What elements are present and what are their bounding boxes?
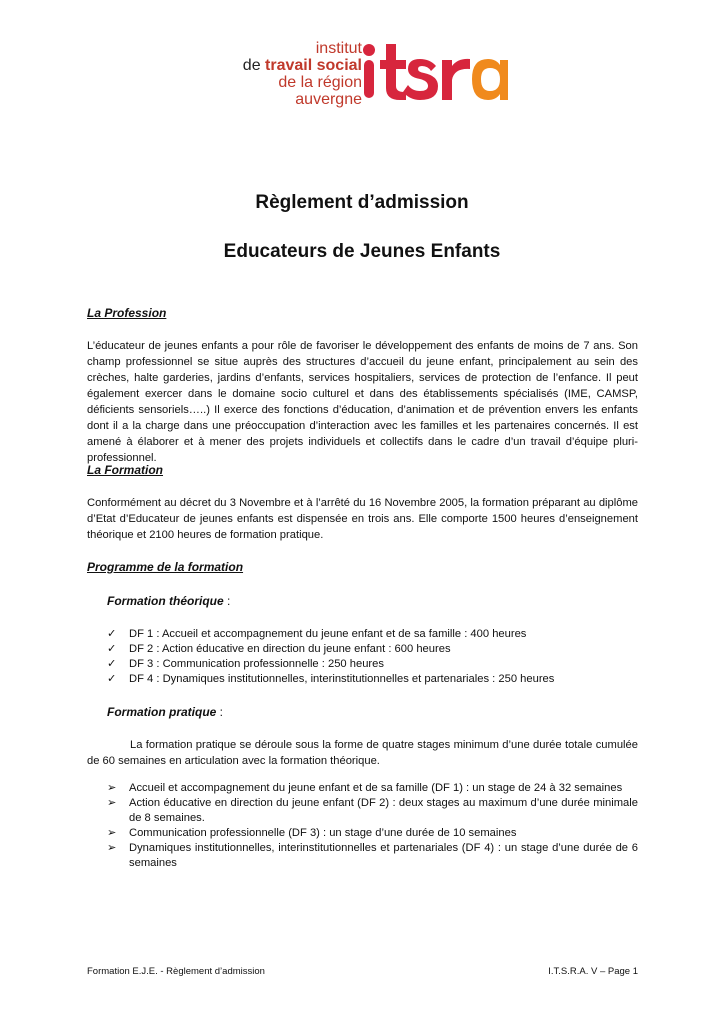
logo-text	[208, 40, 362, 108]
list-item-text: DF 3 : Communication professionnelle : 250 heures	[129, 658, 384, 670]
list-item	[107, 657, 638, 672]
checkmark-icon: ✓	[107, 658, 117, 670]
itsra-logo-mark-icon	[360, 36, 510, 108]
itsra-logo	[208, 40, 508, 124]
logo-line-3: de la région auvergne	[278, 74, 362, 108]
arrow-bullet-icon: ➢	[107, 782, 117, 794]
checkmark-icon: ✓	[107, 628, 117, 640]
logo-line-2	[208, 57, 362, 74]
subheading-pratique-label: Formation pratique	[107, 705, 217, 719]
arrow-bullet-icon: ➢	[107, 827, 117, 839]
document-title: Règlement d’admission	[255, 192, 469, 213]
document-subtitle: Educateurs de Jeunes Enfants	[223, 241, 501, 262]
profession-paragraph: L’éducateur de jeunes enfants a pour rôle de favoriser le développement des enfants de moins de 7 ans. Son champ professionnel se situe auprès des structures d’accueil du jeune enfant, principalement au sein des crèches, halte garderies, jardins d’enfants, services hospitaliers, services de protection de l’enfance. Il peut également exercer dans le domaine socio culturel et dans des établissements spécialisés (IME, CAMSP, déficients sensoriels…..) Il exerce des fonctions d’éducation, d’animation et de prévention envers les enfants dont il a la charge dans une préoccupation d’interaction avec les familles et les partenaires concernés. Il est amené à élaborer et à mener des projets individuels et collectifs dans le cadre d’un travail d’équipe pluri- professionnel.	[87, 340, 638, 464]
list-item-text: DF 4 : Dynamiques institutionnelles, interinstitutionnelles et partenariales : 250 heures	[129, 673, 555, 685]
section-heading-profession: La Profession	[87, 306, 167, 320]
subheading-theorique-suffix: :	[223, 594, 231, 608]
list-item-text: DF 2 : Action éducative en direction du jeune enfant : 600 heures	[129, 643, 451, 655]
list-item	[107, 841, 638, 871]
footer-page-number: I.T.S.R.A. V – Page 1	[548, 966, 638, 977]
formation-paragraph: Conformément au décret du 3 Novembre et à l’arrêté du 16 Novembre 2005, la formation préparant au diplôme d’Etat d’Educateur de jeunes enfants est dispensée en trois ans. Elle comporte 1500 heures d’enseignement théorique et 2100 heures de formation pratique.	[87, 497, 638, 541]
subheading-pratique-suffix: :	[216, 705, 224, 719]
logo-line-1: institut	[315, 40, 362, 57]
list-item-text: Dynamiques institutionnelles, interinstitutionnelles et partenariales (DF 4) : un stage d’une durée de 6 semaines	[129, 842, 638, 869]
subheading-formation-pratique	[107, 705, 223, 719]
logo-line-2-bold: travail social	[265, 57, 362, 74]
subheading-formation-theorique	[107, 594, 230, 608]
section-heading-formation: La Formation	[87, 463, 164, 477]
list-item-text: Action éducative en direction du jeune enfant (DF 2) : deux stages au maximum d’une durée minimale de 8 semaines.	[129, 797, 638, 824]
pratique-paragraph: La formation pratique se déroule sous la forme de quatre stages minimum d’une durée totale cumulée de 60 semaines en articulation avec la formation théorique.	[87, 739, 638, 767]
list-item	[107, 672, 638, 687]
pratique-list	[107, 781, 638, 871]
list-item	[107, 627, 638, 642]
list-item-text: Accueil et accompagnement du jeune enfant et de sa famille (DF 1) : un stage de 24 à 32 semaines	[129, 782, 623, 794]
checkmark-icon: ✓	[107, 673, 117, 685]
list-item	[107, 796, 638, 826]
list-item-text: Communication professionnelle (DF 3) : un stage d’une durée de 10 semaines	[129, 827, 517, 839]
list-item	[107, 781, 638, 796]
footer-left: Formation E.J.E. - Règlement d’admission	[87, 966, 265, 977]
list-item	[107, 826, 638, 841]
theorique-list	[107, 627, 638, 687]
list-item	[107, 642, 638, 657]
logo-line-2-prefix: de	[242, 57, 266, 74]
arrow-bullet-icon: ➢	[107, 842, 117, 854]
list-item-text: DF 1 : Accueil et accompagnement du jeune enfant et de sa famille : 400 heures	[129, 628, 527, 640]
checkmark-icon: ✓	[107, 643, 117, 655]
arrow-bullet-icon: ➢	[107, 797, 117, 809]
subheading-theorique-label: Formation théorique	[107, 594, 224, 608]
section-heading-programme: Programme de la formation	[87, 560, 244, 574]
